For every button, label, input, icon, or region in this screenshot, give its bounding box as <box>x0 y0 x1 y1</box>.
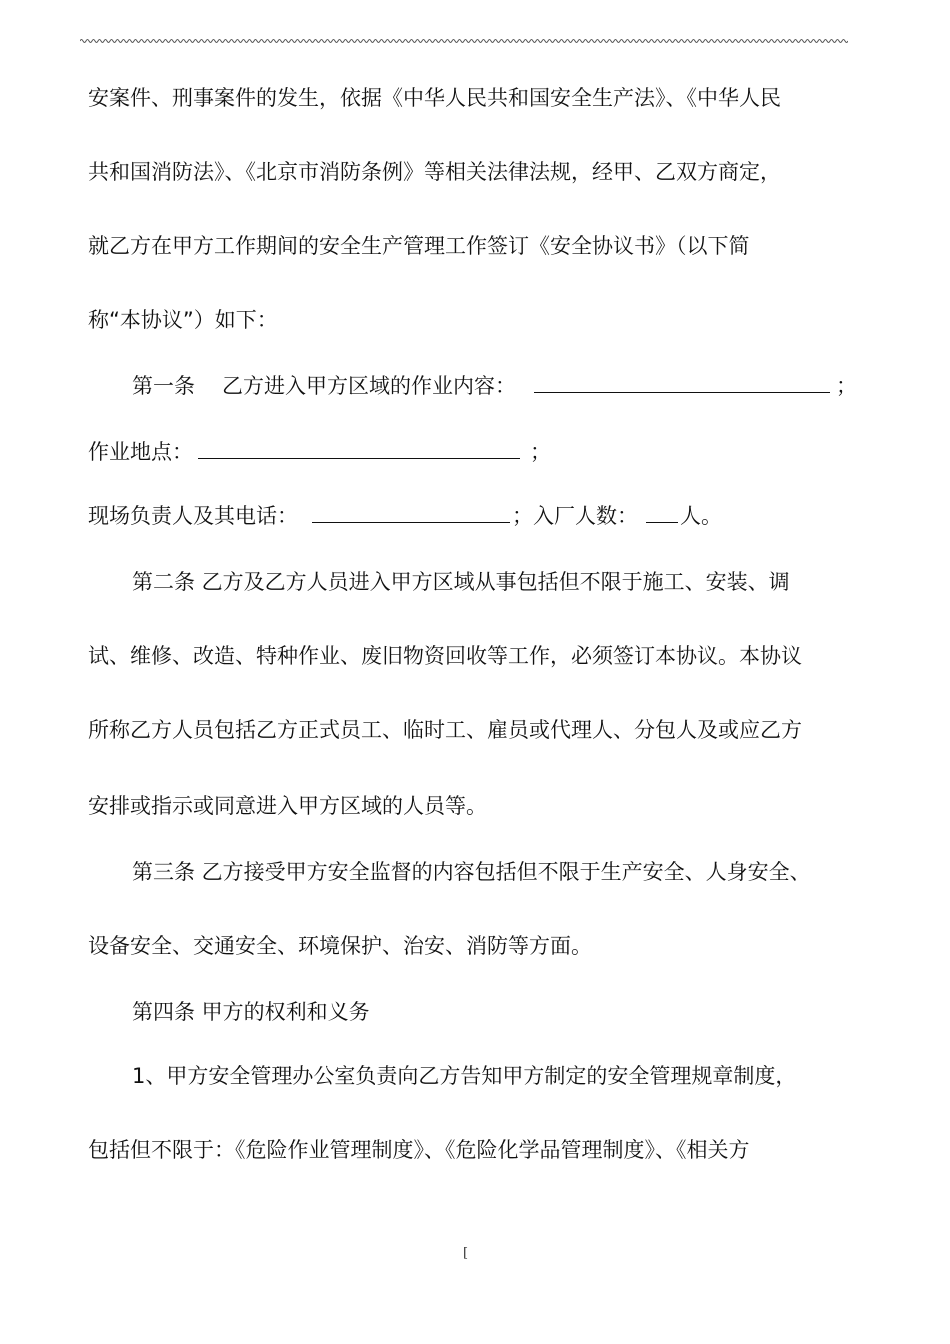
section-heading: 第四条 甲方的权利和义务 <box>132 1000 370 1024</box>
article-1-line <box>0 366 950 406</box>
paragraph-line: 所称乙方人员包括乙方正式员工、临时工、雇员或代理人、分包人及或应乙方 <box>88 718 802 742</box>
header-wavy-rule <box>80 36 848 46</box>
text-line <box>0 562 950 602</box>
count-label: ；入厂人数： <box>512 504 638 528</box>
work-content-blank[interactable] <box>534 370 830 393</box>
paragraph-line: 第二条 乙方及乙方人员进入甲方区域从事包括但不限于施工、安装、调 <box>132 570 790 594</box>
paragraph-line: 安案件、刑事案件的发生，依据《中华人民共和国安全生产法》、《中华人民 <box>88 86 781 110</box>
article-1-text: 乙方进入甲方区域的作业内容： <box>222 374 516 398</box>
text-line <box>0 786 950 826</box>
paragraph-line: 设备安全、交通安全、环境保护、治安、消防等方面。 <box>88 934 592 958</box>
paragraph-line: 共和国消防法》、《北京市消防条例》等相关法律法规，经甲、乙双方商定， <box>88 160 781 184</box>
text-line <box>0 710 950 750</box>
contact-blank[interactable] <box>312 500 510 523</box>
count-unit: 人。 <box>680 504 722 528</box>
text-line <box>0 300 950 340</box>
location-blank[interactable] <box>198 436 520 459</box>
article-1-end: ； <box>836 374 857 398</box>
text-line <box>0 852 950 892</box>
article-4-heading <box>0 992 950 1032</box>
paragraph-line: 安排或指示或同意进入甲方区域的人员等。 <box>88 794 487 818</box>
paragraph-line: 称“本协议”）如下： <box>88 308 278 332</box>
text-line <box>0 1130 950 1170</box>
footer-mark: [ <box>463 1246 469 1261</box>
location-line <box>0 432 950 472</box>
paragraph-line: 就乙方在甲方工作期间的安全生产管理工作签订《安全协议书》（以下简 <box>88 234 750 258</box>
contact-line <box>0 496 950 536</box>
text-line <box>0 78 950 118</box>
location-label: 作业地点： <box>88 440 193 464</box>
location-end: ； <box>530 440 551 464</box>
contact-label: 现场负责人及其电话： <box>88 504 298 528</box>
text-line <box>0 226 950 266</box>
paragraph-line: 1、甲方安全管理办公室负责向乙方告知甲方制定的安全管理规章制度， <box>132 1064 797 1088</box>
article-1-label: 第一条 <box>132 374 195 398</box>
text-line <box>0 636 950 676</box>
paragraph-line: 第三条 乙方接受甲方安全监督的内容包括但不限于生产安全、人身安全、 <box>132 860 811 884</box>
text-line <box>0 152 950 192</box>
text-line <box>0 1056 950 1096</box>
paragraph-line: 包括但不限于：《危险作业管理制度》、《危险化学品管理制度》、《相关方 <box>88 1138 750 1162</box>
count-blank[interactable] <box>646 500 678 523</box>
paragraph-line: 试、维修、改造、特种作业、废旧物资回收等工作，必须签订本协议。本协议 <box>88 644 802 668</box>
text-line <box>0 926 950 966</box>
